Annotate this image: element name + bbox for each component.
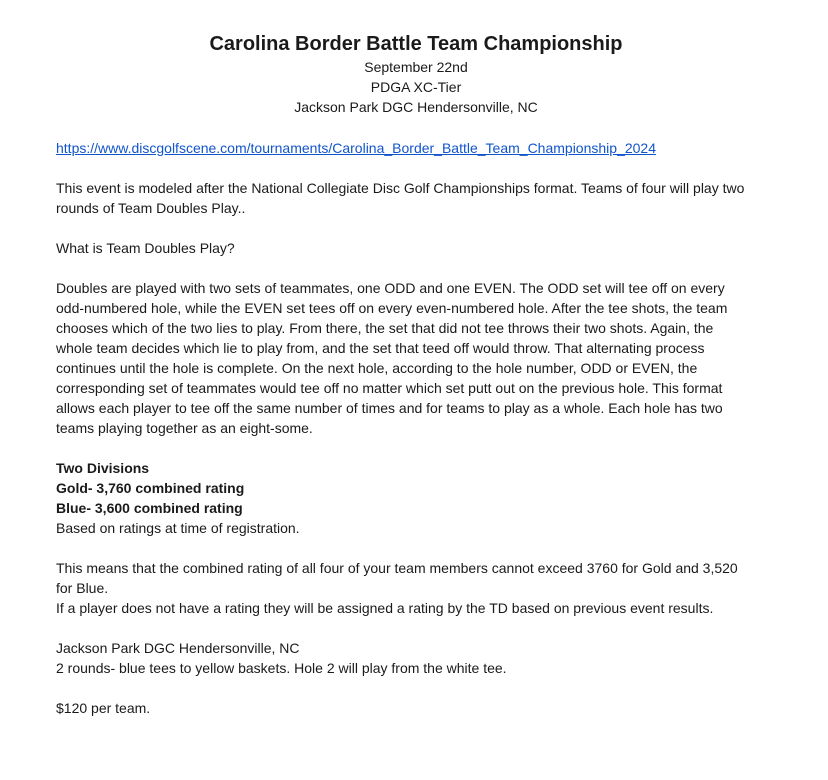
spacer (56, 678, 788, 698)
entry-fee: $120 per team. (56, 700, 151, 716)
rating-rule-line: This means that the combined rating of all four of your team members cannot exceed 3760 for Gold and 3,520 (56, 560, 738, 576)
intro-line: rounds of Team Doubles Play.. (56, 200, 246, 216)
rating-rules (56, 558, 788, 618)
spacer (56, 258, 788, 278)
doubles-line: odd-numbered hole, while the EVEN set tees off on every even-numbered hole. After the tee shots, the team (56, 300, 728, 316)
event-location: Jackson Park DGC Hendersonville, NC (294, 99, 538, 115)
divisions-note: Based on ratings at time of registration. (56, 520, 300, 536)
intro-line: This event is modeled after the National Collegiate Disc Golf Championships format. Teams of four will play two (56, 180, 745, 196)
divisions-section (56, 458, 788, 538)
course-tees: 2 rounds- blue tees to yellow baskets. Hole 2 will play from the white tee. (56, 660, 507, 676)
doubles-line: continues until the hole is complete. On the next hole, according to the hole number, ODD or EVEN, the (56, 360, 698, 376)
spacer (56, 158, 788, 178)
course-info (56, 638, 788, 678)
spacer (56, 218, 788, 238)
rating-rule-line: for Blue. (56, 580, 109, 596)
course-name: Jackson Park DGC Hendersonville, NC (56, 640, 300, 656)
doubles-line: Doubles are played with two sets of teammates, one ODD and one EVEN. The ODD set will tee off on every (56, 280, 725, 296)
event-date: September 22nd (364, 59, 468, 75)
spacer (56, 538, 788, 558)
doubles-explanation (56, 278, 788, 438)
divisions-heading: Two Divisions (56, 460, 150, 476)
rating-rule-line: If a player does not have a rating they will be assigned a rating by the TD based on previous event results. (56, 600, 714, 616)
blue-division: Blue- 3,600 combined rating (56, 500, 243, 516)
intro-paragraph (56, 178, 788, 218)
doubles-question: What is Team Doubles Play? (56, 240, 235, 256)
tournament-link[interactable]: https://www.discgolfscene.com/tournaments/Carolina_Border_Battle_Team_Championship_2024 (56, 140, 656, 156)
doubles-line: chooses which of the two lies to play. From there, the set that did not tee throws their two shots. Again, the (56, 320, 714, 336)
event-title: Carolina Border Battle Team Championship (209, 33, 623, 55)
doubles-line: whole team decides which lie to play from, and the set that teed off would throw. That alternating process (56, 340, 705, 356)
gold-division: Gold- 3,760 combined rating (56, 480, 245, 496)
spacer (56, 618, 788, 638)
event-tier: PDGA XC-Tier (370, 79, 462, 95)
doubles-line: allows each player to tee off the same number of times and for teams to play as a whole. Each hole has two (56, 400, 723, 416)
spacer (56, 438, 788, 458)
doubles-line: corresponding set of teammates would tee off no matter which set putt out on the previous hole. This format (56, 380, 723, 396)
doubles-line: teams playing together as an eight-some. (56, 420, 313, 436)
